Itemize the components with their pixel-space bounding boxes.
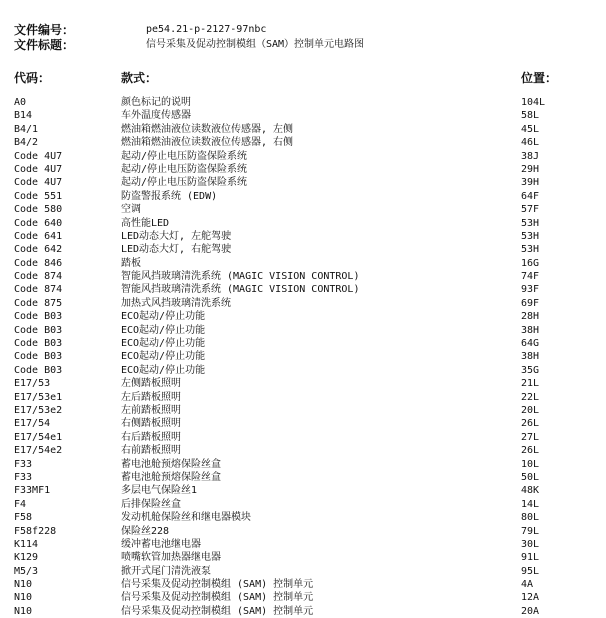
row-code: E17/53e2 — [14, 404, 63, 416]
row-code: M5/3 — [14, 565, 39, 577]
table-row — [0, 377, 606, 390]
row-position: 35G — [521, 364, 540, 376]
row-description: 智能风挡玻璃清洗系统 (MAGIC VISION CONTROL) — [121, 271, 360, 283]
row-code: E17/54 — [14, 418, 51, 430]
table-row — [0, 511, 606, 524]
row-description: 起动/停止电压防盗保险系统 — [121, 150, 248, 162]
table-row — [0, 350, 606, 363]
row-description: 保险丝228 — [121, 525, 170, 537]
row-code: A0 — [14, 97, 27, 108]
table-row — [0, 391, 606, 404]
row-code: E17/53 — [14, 378, 51, 390]
table-row — [0, 324, 606, 337]
row-description: ECO起动/停止功能 — [121, 338, 206, 350]
doc-title-label: 文件标题： — [14, 38, 75, 52]
row-position: 45L — [521, 123, 540, 135]
table-row — [0, 136, 606, 149]
row-description: 颜色标记的说明 — [121, 97, 191, 108]
row-position: 53H — [521, 244, 540, 256]
doc-number-row — [0, 22, 606, 38]
table-row — [0, 217, 606, 230]
row-code: Code 846 — [14, 257, 63, 269]
row-position: 26L — [521, 418, 540, 430]
table-row — [0, 605, 606, 618]
table-row — [0, 310, 606, 323]
row-code: F33MF1 — [14, 485, 51, 497]
table-row — [0, 484, 606, 497]
row-position: 28H — [521, 311, 540, 323]
row-position: 93F — [521, 284, 540, 296]
row-position: 16G — [521, 257, 540, 269]
row-code: N10 — [14, 605, 33, 617]
component-table — [0, 96, 606, 618]
doc-number-value: pe54.21-p-2127-97nbc — [146, 24, 267, 35]
table-row — [0, 565, 606, 578]
row-description: 喷嘴软管加热器继电器 — [121, 552, 221, 564]
row-position: 74F — [521, 271, 540, 283]
column-header-desc: 款式： — [121, 71, 158, 85]
row-code: Code 551 — [14, 190, 63, 202]
row-position: 53H — [521, 230, 540, 242]
row-position: 91L — [521, 552, 540, 564]
row-description: 后排保险丝盒 — [121, 498, 181, 510]
row-code: Code B03 — [14, 351, 63, 363]
row-description: 加热式风挡玻璃清洗系统 — [121, 297, 231, 309]
row-position: 39H — [521, 177, 540, 189]
row-code: N10 — [14, 592, 33, 604]
table-row — [0, 243, 606, 256]
row-code: F58 — [14, 512, 33, 524]
row-position: 38J — [521, 150, 540, 162]
row-code: E17/54e2 — [14, 445, 63, 457]
row-code: B4/1 — [14, 123, 39, 135]
row-position: 20L — [521, 404, 540, 416]
row-position: 20A — [521, 605, 540, 617]
row-position: 104L — [521, 97, 546, 108]
row-description: LED动态大灯, 左舵驾驶 — [121, 230, 232, 242]
table-row — [0, 444, 606, 457]
row-description: 左后踏板照明 — [121, 391, 181, 403]
row-description: 多层电气保险丝1 — [121, 485, 198, 497]
row-position: 48K — [521, 485, 540, 497]
table-row — [0, 109, 606, 122]
row-position: 53H — [521, 217, 540, 229]
table-row — [0, 471, 606, 484]
table-row — [0, 364, 606, 377]
row-description: ECO起动/停止功能 — [121, 351, 206, 363]
row-code: F58f228 — [14, 525, 57, 537]
row-position: 27L — [521, 431, 540, 443]
row-code: Code 640 — [14, 217, 63, 229]
row-description: 空调 — [121, 204, 141, 216]
table-row — [0, 203, 606, 216]
table-row — [0, 498, 606, 511]
row-description: 蓄电池舱预熔保险丝盒 — [121, 471, 221, 483]
table-row — [0, 176, 606, 189]
row-position: 69F — [521, 297, 540, 309]
column-header-code: 代码： — [14, 71, 51, 85]
row-code: Code 4U7 — [14, 150, 63, 162]
row-position: 57F — [521, 204, 540, 216]
table-row — [0, 123, 606, 136]
row-description: 起动/停止电压防盗保险系统 — [121, 177, 248, 189]
table-row — [0, 431, 606, 444]
table-row — [0, 283, 606, 296]
table-row — [0, 230, 606, 243]
row-code: Code 4U7 — [14, 177, 63, 189]
row-description: 缓冲蓄电池继电器 — [121, 538, 201, 550]
row-code: E17/53e1 — [14, 391, 63, 403]
row-code: B4/2 — [14, 137, 39, 149]
table-row — [0, 96, 606, 109]
table-row — [0, 417, 606, 430]
row-position: 46L — [521, 137, 540, 149]
row-code: Code B03 — [14, 364, 63, 376]
row-description: 燃油箱燃油液位读数液位传感器, 右侧 — [121, 137, 294, 149]
row-code: Code 875 — [14, 297, 63, 309]
row-description: 左侧踏板照明 — [121, 378, 181, 390]
row-description: ECO起动/停止功能 — [121, 364, 206, 376]
row-description: 踏板 — [121, 257, 141, 269]
row-position: 21L — [521, 378, 540, 390]
row-code: E17/54e1 — [14, 431, 63, 443]
row-description: 车外温度传感器 — [121, 110, 191, 122]
doc-title-row — [0, 37, 606, 53]
table-row — [0, 163, 606, 176]
row-description: 信号采集及促动控制模组 (SAM) 控制单元 — [121, 592, 314, 604]
table-row — [0, 337, 606, 350]
row-description: 发动机舱保险丝和继电器模块 — [121, 512, 251, 524]
row-description: 高性能LED — [121, 217, 170, 229]
row-position: 79L — [521, 525, 540, 537]
row-position: 95L — [521, 565, 540, 577]
doc-title-value: 信号采集及促动控制模组（SAM）控制单元电路图 — [146, 39, 365, 50]
row-code: Code B03 — [14, 324, 63, 336]
row-code: Code 874 — [14, 284, 63, 296]
row-code: Code 580 — [14, 204, 63, 216]
row-position: 14L — [521, 498, 540, 510]
row-position: 58L — [521, 110, 540, 122]
row-position: 38H — [521, 324, 540, 336]
table-row — [0, 578, 606, 591]
row-code: Code 641 — [14, 230, 63, 242]
row-description: ECO起动/停止功能 — [121, 311, 206, 323]
row-position: 30L — [521, 538, 540, 550]
row-description: 右侧踏板照明 — [121, 418, 181, 430]
table-row — [0, 190, 606, 203]
row-code: Code 642 — [14, 244, 63, 256]
row-position: 64G — [521, 338, 540, 350]
table-row — [0, 404, 606, 417]
row-description: 智能风挡玻璃清洗系统 (MAGIC VISION CONTROL) — [121, 284, 360, 296]
row-description: 信号采集及促动控制模组 (SAM) 控制单元 — [121, 605, 314, 617]
row-code: Code 874 — [14, 271, 63, 283]
table-row — [0, 525, 606, 538]
row-code: F33 — [14, 458, 33, 470]
row-position: 50L — [521, 471, 540, 483]
table-row — [0, 551, 606, 564]
row-code: K129 — [14, 552, 39, 564]
row-position: 4A — [521, 579, 534, 591]
row-code: Code B03 — [14, 311, 63, 323]
row-description: 左前踏板照明 — [121, 404, 181, 416]
row-description: 右后踏板照明 — [121, 431, 181, 443]
row-code: N10 — [14, 579, 33, 591]
row-description: 燃油箱燃油液位读数液位传感器, 左侧 — [121, 123, 294, 135]
row-position: 26L — [521, 445, 540, 457]
row-code: B14 — [14, 110, 33, 122]
row-code: F33 — [14, 471, 33, 483]
row-description: 信号采集及促动控制模组 (SAM) 控制单元 — [121, 579, 314, 591]
row-description: 蓄电池舱预熔保险丝盒 — [121, 458, 221, 470]
row-description: 掀开式尾门清洗液泵 — [121, 565, 211, 577]
row-description: LED动态大灯, 右舵驾驶 — [121, 244, 232, 256]
row-description: ECO起动/停止功能 — [121, 324, 206, 336]
row-code: K114 — [14, 538, 39, 550]
row-position: 22L — [521, 391, 540, 403]
row-position: 64F — [521, 190, 540, 202]
row-position: 29H — [521, 163, 540, 175]
row-code: Code 4U7 — [14, 163, 63, 175]
row-description: 起动/停止电压防盗保险系统 — [121, 163, 248, 175]
row-description: 右前踏板照明 — [121, 445, 181, 457]
row-code: F4 — [14, 498, 27, 510]
row-position: 80L — [521, 512, 540, 524]
table-row — [0, 150, 606, 163]
table-row — [0, 458, 606, 471]
row-position: 38H — [521, 351, 540, 363]
doc-number-label: 文件编号： — [14, 23, 75, 37]
table-row — [0, 270, 606, 283]
table-row — [0, 257, 606, 270]
row-position: 12A — [521, 592, 540, 604]
column-header-pos: 位置： — [521, 71, 558, 85]
row-position: 10L — [521, 458, 540, 470]
table-row — [0, 297, 606, 310]
row-description: 防盗警报系统 (EDW) — [121, 190, 218, 202]
table-row — [0, 591, 606, 604]
table-row — [0, 538, 606, 551]
row-code: Code B03 — [14, 338, 63, 350]
